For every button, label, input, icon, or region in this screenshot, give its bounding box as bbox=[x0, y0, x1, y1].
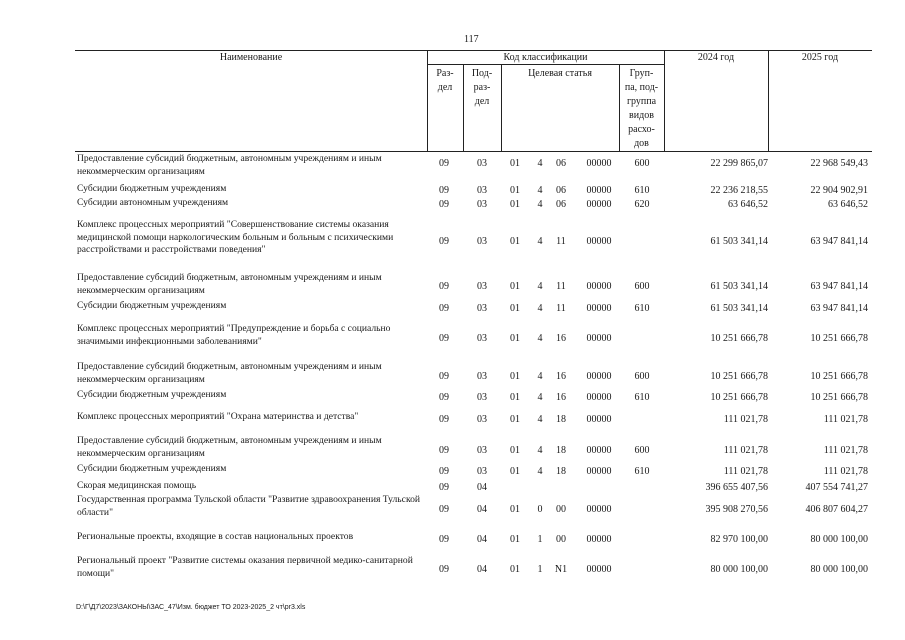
row-v2024: 61 503 341,14 bbox=[710, 303, 768, 314]
row-c2: 4 bbox=[537, 392, 543, 403]
row-c2: 1 bbox=[537, 564, 543, 575]
row-rz: 09 bbox=[439, 392, 449, 403]
row-name: Предоставление субсидий бюджетным, автономным учреждениям и иным некоммерческим организациям bbox=[77, 435, 382, 459]
row-c4: 00000 bbox=[586, 504, 612, 515]
row-name: Субсидии бюджетным учреждениям bbox=[77, 389, 227, 400]
row-v2025: 80 000 100,00 bbox=[810, 534, 868, 545]
row-vr: 610 bbox=[634, 392, 650, 403]
header-2025: 2025 год bbox=[801, 52, 839, 63]
row-c3: 16 bbox=[556, 333, 566, 344]
row-rz: 09 bbox=[439, 564, 449, 575]
row-name: Предоставление субсидий бюджетным, автономным учреждениям и иным некоммерческим организациям bbox=[77, 361, 382, 385]
header-code: Код классификации bbox=[503, 52, 588, 63]
row-c1: 01 bbox=[510, 236, 520, 247]
row-c3: 18 bbox=[556, 466, 566, 477]
row-pr: 04 bbox=[477, 564, 487, 575]
row-v2025: 80 000 100,00 bbox=[810, 564, 868, 575]
row-vr: 600 bbox=[634, 158, 650, 169]
row-c2: 4 bbox=[537, 466, 543, 477]
row-c1: 01 bbox=[510, 333, 520, 344]
footer-file-path: D:\Г\Д7\2023\ЗАКОНЫ\ЗАС_47\Изм. бюджет ТО 2023-2025_2 чт\pr3.xls bbox=[76, 604, 306, 611]
row-c3: 11 bbox=[556, 236, 566, 247]
row-c4: 00000 bbox=[586, 236, 612, 247]
row-v2025: 111 021,78 bbox=[823, 414, 868, 425]
row-c4: 00000 bbox=[586, 534, 612, 545]
row-name: Предоставление субсидий бюджетным, автономным учреждениям и иным некоммерческим организациям bbox=[77, 153, 382, 177]
row-v2024: 80 000 100,00 bbox=[710, 564, 768, 575]
header-group: Груп- па, под- группа видов расхо- дов bbox=[624, 68, 659, 149]
row-pr: 03 bbox=[477, 199, 487, 210]
row-v2024: 111 021,78 bbox=[723, 445, 768, 456]
row-c3: 16 bbox=[556, 392, 566, 403]
row-c1: 01 bbox=[510, 414, 520, 425]
row-v2025: 10 251 666,78 bbox=[810, 333, 868, 344]
row-v2024: 61 503 341,14 bbox=[710, 236, 768, 247]
row-name: Региональные проекты, входящие в состав национальных проектов bbox=[77, 531, 354, 542]
row-c2: 4 bbox=[537, 445, 543, 456]
row-c1: 01 bbox=[510, 303, 520, 314]
row-name: Субсидии бюджетным учреждениям bbox=[77, 300, 227, 311]
row-c2: 4 bbox=[537, 303, 543, 314]
row-c3: 11 bbox=[556, 281, 566, 292]
row-pr: 04 bbox=[477, 482, 487, 493]
row-c4: 00000 bbox=[586, 445, 612, 456]
row-v2024: 22 236 218,55 bbox=[710, 185, 768, 196]
row-name: Субсидии автономным учреждениям bbox=[77, 197, 229, 208]
row-name: Комплекс процессных мероприятий "Предупреждение и борьба с социально значимыми инфекционными заболеваниями" bbox=[77, 323, 391, 347]
page-number: 117 bbox=[464, 34, 479, 45]
row-v2025: 10 251 666,78 bbox=[810, 371, 868, 382]
col-divider bbox=[427, 50, 428, 151]
row-v2025: 406 807 604,27 bbox=[805, 504, 868, 515]
row-c4: 00000 bbox=[586, 185, 612, 196]
row-vr: 620 bbox=[634, 199, 650, 210]
row-rz: 09 bbox=[439, 303, 449, 314]
row-v2025: 63 646,52 bbox=[828, 199, 868, 210]
header-podrazdel: Под- раз- дел bbox=[471, 68, 493, 107]
row-c2: 4 bbox=[537, 158, 543, 169]
row-v2025: 63 947 841,14 bbox=[810, 281, 868, 292]
row-v2025: 22 904 902,91 bbox=[810, 185, 868, 196]
row-pr: 03 bbox=[477, 158, 487, 169]
header-target: Целевая статья bbox=[528, 68, 592, 79]
row-c3: 18 bbox=[556, 414, 566, 425]
row-pr: 03 bbox=[477, 281, 487, 292]
row-rz: 09 bbox=[439, 281, 449, 292]
row-rz: 09 bbox=[439, 445, 449, 456]
row-c1: 01 bbox=[510, 564, 520, 575]
row-name: Комплекс процессных мероприятий "Совершенствование системы оказания медицинской помощи наркологическим больным и больным с психическими расстройствами и расстройствами поведения" bbox=[77, 219, 394, 255]
row-vr: 610 bbox=[634, 466, 650, 477]
row-c1: 01 bbox=[510, 445, 520, 456]
row-pr: 03 bbox=[477, 333, 487, 344]
row-rz: 09 bbox=[439, 414, 449, 425]
row-c3: 06 bbox=[556, 185, 566, 196]
row-c2: 4 bbox=[537, 236, 543, 247]
row-c2: 4 bbox=[537, 371, 543, 382]
row-c4: 00000 bbox=[586, 371, 612, 382]
row-name: Скорая медицинская помощь bbox=[77, 480, 197, 491]
row-c4: 00000 bbox=[586, 199, 612, 210]
row-c1: 01 bbox=[510, 466, 520, 477]
row-rz: 09 bbox=[439, 236, 449, 247]
row-rz: 09 bbox=[439, 199, 449, 210]
row-c1: 01 bbox=[510, 158, 520, 169]
row-c1: 01 bbox=[510, 185, 520, 196]
row-v2025: 22 968 549,43 bbox=[810, 158, 868, 169]
row-pr: 03 bbox=[477, 185, 487, 196]
row-c2: 4 bbox=[537, 281, 543, 292]
row-pr: 04 bbox=[477, 504, 487, 515]
row-pr: 03 bbox=[477, 371, 487, 382]
row-rz: 09 bbox=[439, 371, 449, 382]
col-divider bbox=[768, 50, 769, 151]
row-c2: 4 bbox=[537, 414, 543, 425]
row-pr: 03 bbox=[477, 445, 487, 456]
row-c1: 01 bbox=[510, 534, 520, 545]
row-c4: 00000 bbox=[586, 466, 612, 477]
row-c3: 11 bbox=[556, 303, 566, 314]
row-v2024: 61 503 341,14 bbox=[710, 281, 768, 292]
row-c4: 00000 bbox=[586, 281, 612, 292]
row-pr: 03 bbox=[477, 392, 487, 403]
row-c4: 00000 bbox=[586, 564, 612, 575]
row-c4: 00000 bbox=[586, 333, 612, 344]
table-top-border bbox=[75, 50, 872, 51]
row-name: Государственная программа Тульской области "Развитие здравоохранения Тульской области" bbox=[77, 494, 421, 518]
row-rz: 09 bbox=[439, 466, 449, 477]
row-c3: 06 bbox=[556, 158, 566, 169]
row-rz: 09 bbox=[439, 158, 449, 169]
row-v2025: 63 947 841,14 bbox=[810, 303, 868, 314]
row-pr: 03 bbox=[477, 303, 487, 314]
row-c3: 06 bbox=[556, 199, 566, 210]
row-c3: 18 bbox=[556, 445, 566, 456]
row-vr: 600 bbox=[634, 445, 650, 456]
header-2024: 2024 год bbox=[697, 52, 735, 63]
row-c1: 01 bbox=[510, 504, 520, 515]
row-c3: 00 bbox=[556, 534, 566, 545]
header-name: Наименование bbox=[219, 52, 283, 63]
row-v2024: 10 251 666,78 bbox=[710, 333, 768, 344]
row-name: Региональный проект "Развитие системы оказания первичной медико-санитарной помощи" bbox=[77, 555, 413, 579]
row-pr: 03 bbox=[477, 466, 487, 477]
row-c2: 4 bbox=[537, 185, 543, 196]
row-name: Комплекс процессных мероприятий "Охрана материнства и детства" bbox=[77, 411, 359, 422]
row-c2: 1 bbox=[537, 534, 543, 545]
row-v2024: 10 251 666,78 bbox=[710, 392, 768, 403]
row-rz: 09 bbox=[439, 333, 449, 344]
row-pr: 03 bbox=[477, 414, 487, 425]
col-divider bbox=[664, 50, 665, 151]
row-v2024: 396 655 407,56 bbox=[705, 482, 768, 493]
row-c4: 00000 bbox=[586, 303, 612, 314]
row-c1: 01 bbox=[510, 199, 520, 210]
row-c4: 00000 bbox=[586, 158, 612, 169]
row-rz: 09 bbox=[439, 504, 449, 515]
row-v2025: 407 554 741,27 bbox=[805, 482, 868, 493]
row-c3: N1 bbox=[554, 564, 568, 575]
row-c2: 4 bbox=[537, 333, 543, 344]
row-v2024: 111 021,78 bbox=[723, 414, 768, 425]
row-pr: 03 bbox=[477, 236, 487, 247]
row-v2025: 10 251 666,78 bbox=[810, 392, 868, 403]
row-c3: 16 bbox=[556, 371, 566, 382]
row-c1: 01 bbox=[510, 371, 520, 382]
row-c4: 00000 bbox=[586, 392, 612, 403]
row-c2: 0 bbox=[537, 504, 543, 515]
row-v2024: 63 646,52 bbox=[728, 199, 768, 210]
row-v2025: 111 021,78 bbox=[823, 466, 868, 477]
row-c1: 01 bbox=[510, 281, 520, 292]
row-v2024: 22 299 865,07 bbox=[710, 158, 768, 169]
row-v2024: 10 251 666,78 bbox=[710, 371, 768, 382]
row-name: Предоставление субсидий бюджетным, автономным учреждениям и иным некоммерческим организациям bbox=[77, 272, 382, 296]
row-v2024: 395 908 270,56 bbox=[705, 504, 768, 515]
row-pr: 04 bbox=[477, 534, 487, 545]
row-v2024: 111 021,78 bbox=[723, 466, 768, 477]
row-v2025: 111 021,78 bbox=[823, 445, 868, 456]
row-vr: 600 bbox=[634, 371, 650, 382]
row-vr: 610 bbox=[634, 303, 650, 314]
row-rz: 09 bbox=[439, 185, 449, 196]
row-v2024: 82 970 100,00 bbox=[710, 534, 768, 545]
row-rz: 09 bbox=[439, 534, 449, 545]
header-razdel: Раз- дел bbox=[436, 68, 454, 93]
row-c1: 01 bbox=[510, 392, 520, 403]
row-name: Субсидии бюджетным учреждениям bbox=[77, 463, 227, 474]
header-bottom-border bbox=[75, 151, 872, 152]
row-c4: 00000 bbox=[586, 414, 612, 425]
row-vr: 610 bbox=[634, 185, 650, 196]
row-c2: 4 bbox=[537, 199, 543, 210]
row-vr: 600 bbox=[634, 281, 650, 292]
row-c3: 00 bbox=[556, 504, 566, 515]
row-rz: 09 bbox=[439, 482, 449, 493]
row-name: Субсидии бюджетным учреждениям bbox=[77, 183, 227, 194]
row-v2025: 63 947 841,14 bbox=[810, 236, 868, 247]
